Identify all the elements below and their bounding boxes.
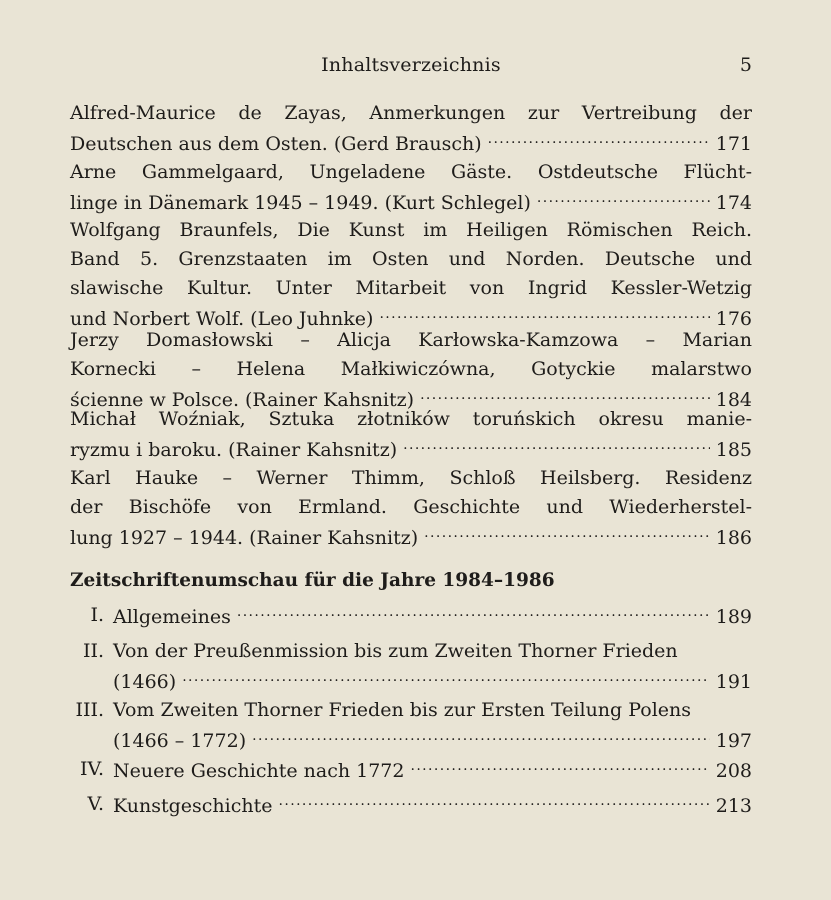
entry-body (113, 790, 752, 821)
entry-body (113, 696, 752, 756)
entry-line: slawische Kultur. Unter Mitarbeit von Ingrid Kessler-Wetzig (70, 277, 752, 299)
page-reference: 197 (715, 730, 752, 752)
page-reference: 176 (715, 308, 752, 330)
entry-last-line (70, 128, 752, 159)
roman-numeral: I. (90, 604, 104, 626)
entry-text: linge in Dänemark 1945 – 1949. (Kurt Schlegel) (70, 192, 531, 214)
dot-leader (488, 128, 710, 150)
toc-item-allgemeines (70, 601, 752, 632)
entry-line: Kornecki – Helena Małkiwiczówna, Gotyckie malarstwo (70, 358, 752, 380)
toc-entry-domaslowski (70, 326, 752, 415)
dot-leader (420, 384, 710, 406)
entry-text: (1466 – 1772) (113, 730, 247, 752)
entry-text: lung 1927 – 1944. (Rainer Kahsnitz) (70, 527, 419, 549)
entry-body (113, 637, 752, 697)
page-reference: 184 (715, 389, 752, 411)
dot-leader (403, 434, 710, 456)
entry-text: Neuere Geschichte nach 1772 (113, 760, 405, 782)
dot-leader (252, 725, 710, 747)
entry-last-line (113, 601, 752, 632)
entry-line: Michał Woźniak, Sztuka złotników toruńskich okresu manie- (70, 408, 752, 430)
toc-item-neuere-geschichte (70, 755, 752, 786)
entry-line: Von der Preußenmission bis zum Zweiten Thorner Frieden (113, 640, 678, 662)
dot-leader (182, 666, 710, 688)
toc-entry-zayas (70, 99, 752, 159)
entry-text: Kunstgeschichte (113, 795, 273, 817)
entry-text: Allgemeines (113, 606, 231, 628)
toc-entry-hauke (70, 464, 752, 553)
roman-numeral: II. (82, 640, 104, 662)
toc-entry-wozniak (70, 405, 752, 465)
entry-last-line (113, 725, 752, 756)
entry-last-line (113, 790, 752, 821)
page-title: Inhaltsverzeichnis (321, 54, 501, 76)
entry-last-line (113, 666, 752, 697)
page-reference: 208 (715, 760, 752, 782)
roman-numeral: III. (75, 699, 104, 721)
entry-line: Wolfgang Braunfels, Die Kunst im Heiligen Römischen Reich. (70, 219, 752, 241)
entry-line: Vom Zweiten Thorner Frieden bis zur Ersten Teilung Polens (113, 699, 692, 721)
section-heading: Zeitschriftenumschau für die Jahre 1984–1986 (70, 570, 555, 591)
page-reference: 213 (715, 795, 752, 817)
entry-line: Karl Hauke – Werner Thimm, Schloß Heilsberg. Residenz (70, 467, 752, 489)
entry-last-line (70, 522, 752, 553)
dot-leader (237, 601, 710, 623)
entry-last-line (113, 755, 752, 786)
entry-text: und Norbert Wolf. (Leo Juhnke) (70, 308, 374, 330)
roman-numeral: V. (87, 793, 104, 815)
running-header (70, 54, 752, 82)
entry-body (113, 601, 752, 632)
page-reference: 191 (715, 671, 752, 693)
entry-text: ścienne w Polsce. (Rainer Kahsnitz) (70, 389, 415, 411)
page-number: 5 (739, 54, 752, 76)
entry-text: ryzmu i baroku. (Rainer Kahsnitz) (70, 439, 398, 461)
toc-entry-braunfels (70, 216, 752, 334)
page-reference: 185 (715, 439, 752, 461)
entry-line: Jerzy Domasłowski – Alicja Karłowska-Kamzowa – Marian (70, 329, 752, 351)
dot-leader (279, 790, 710, 812)
page-reference: 189 (715, 606, 752, 628)
entry-text: Deutschen aus dem Osten. (Gerd Brausch) (70, 133, 482, 155)
dot-leader (379, 303, 709, 325)
entry-text: (1466) (113, 671, 177, 693)
dot-leader (537, 187, 710, 209)
page-reference: 174 (715, 192, 752, 214)
page-reference: 171 (715, 133, 752, 155)
entry-line: Band 5. Grenzstaaten im Osten und Norden. Deutsche und (70, 248, 752, 270)
entry-line: der Bischöfe von Ermland. Geschichte und Wiederherstel- (70, 496, 752, 518)
toc-entry-gammelgaard (70, 158, 752, 218)
entry-line: Arne Gammelgaard, Ungeladene Gäste. Ostdeutsche Flücht- (70, 161, 752, 183)
dot-leader (410, 755, 709, 777)
page-reference: 186 (715, 527, 752, 549)
entry-last-line (70, 187, 752, 218)
entry-line: Alfred-Maurice de Zayas, Anmerkungen zur Vertreibung der (70, 102, 752, 124)
roman-numeral: IV. (80, 758, 104, 780)
entry-body (113, 755, 752, 786)
toc-item-preussenmission (70, 637, 752, 697)
entry-last-line (70, 434, 752, 465)
toc-item-thorner-frieden (70, 696, 752, 756)
toc-item-kunstgeschichte (70, 790, 752, 821)
dot-leader (424, 522, 710, 544)
